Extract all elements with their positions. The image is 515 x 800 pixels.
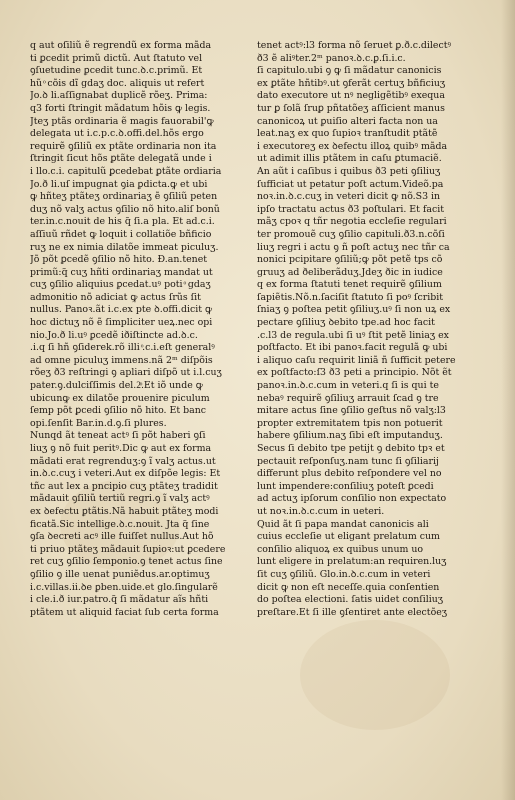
text-line: primũ:q̃ cuʒ hñti ordinariaʒ mandat ut <box>30 266 213 278</box>
text-line: in.ꝺ.c.cuʒ i veteri.Aut ex diſpõe legis: Et <box>30 468 221 480</box>
text-line: i llo.c.i. capitulũ ꝑcedebat ꝑtãte ordiaria <box>30 165 222 177</box>
text-line: nio.Jo.ð li.uꝰ ꝑcedẽ iðiſtincte ad.ꝺ.c. <box>30 329 198 341</box>
text-line: tñc aut lex a pncipio cuʒ ptãteʒ tradidit <box>30 480 218 492</box>
text-line: i.c.villas.ii.ꝺe ꝑben.uide.et glo.ſingularẽ <box>30 581 218 593</box>
text-line: nullus. Panoꝛ.ãt i.c.ex pte ꝺ.offi.dicit ꝙ <box>30 304 213 316</box>
text-line: conſilio aliquoꝝ ex quibus unum uo <box>257 543 424 555</box>
text-line: i cle.i.ð iur.patro.q̃ ſi mãdatur aĩs hñti <box>30 594 209 606</box>
text-line: liuʒ ꝯ nõ fuit peritꝰ.Dic ꝙ aut ex forma <box>30 443 212 454</box>
text-line: cuius eccleſie ut eligant prelatum cum <box>257 531 440 543</box>
text-line: q aut oſiliũ ẽ regrendũ ex forma mãda <box>30 40 212 51</box>
text-line: differunt plus debito reſpondere vel no <box>257 468 442 480</box>
text-line: ſit cuʒ ꝯſiliũ. Glo.in.ꝺ.c.cum in veteri <box>257 568 431 580</box>
text-line: ut noꝛ.in.ꝺ.c.cum in ueteri. <box>257 505 385 517</box>
text-line: .i.q ſi hñ ꝯſiderek.rõ illi ͦ.c.i.eſt generalꝰ <box>30 342 215 354</box>
text-line: ſemp põt ꝑcedi ꝯſilio nõ hito. Et banc <box>30 405 206 417</box>
text-line: mitare actus ſine ꝯſilio geſtus nõ valʒ:l3 <box>257 405 446 417</box>
text-line: tenet actꝰ:l3 forma nõ ſeruet ꝑ.ð.c.dilectꝰ <box>257 40 452 51</box>
text-line: hũ ͦ cõis dĩ gdaʒ doc. aliquis ut refert <box>30 77 205 89</box>
text-line: delegata ut i.c.p.c.ꝺ.offi.del.hõs ergo <box>30 128 204 140</box>
text-line: lunt impendere:conſiliuʒ poteſt ꝑcedi <box>257 480 434 492</box>
text-line: Nunqd ãt teneat actꝰ ſi põt haberi ꝯſi <box>30 430 206 442</box>
text-line: cuʒ ꝯſilio aliquius ꝑcedat.uꝰ poti ͦ gdaʒ <box>30 279 211 291</box>
text-line: ex poſtfacto:ſ3 ð3 peti a principio. Nõt ẽt <box>257 367 452 379</box>
text-line: nonici pcipitare ꝯſiliũ;ꝙ põt petẽ tps cõ <box>257 254 443 266</box>
text-line: ð3 ẽ aliꝰter.2ᵐ panoꝛ.ꝺ.c.ꝑ.ſi.i.c. <box>257 52 406 64</box>
text-line: ter.in.c.nouit de his q̃ ſi.a pla. Et ad.c.i. <box>30 216 215 228</box>
text-line: nebaꝰ requirẽ ꝯſiliuʒ arrauit ſcad ꝯ tre <box>257 392 439 404</box>
text-line: rõeʒ ð3 reſtringi ꝯ apliari diſpõ ut i.l.cuʒ <box>30 367 222 379</box>
text-line: ubicunꝙ ex dilatõe prouenire piculum <box>30 392 210 404</box>
text-line: .c.l3 de regula.ubi ſi uꝰ ſtit petẽ liniaʒ ex <box>257 329 449 341</box>
text-line: Secus ſi debito tpe petijt ꝯ debito tpꝛ et <box>257 443 445 454</box>
text-line: habere ꝯſilium.naʒ ſibi eſt imputanduʒ. <box>257 430 443 442</box>
text-line: q3 forti ſtringit mãdatum hõis ꝙ legis. <box>30 102 211 114</box>
text-line: Jõ põt ꝑcedẽ ꝯſilio nõ hito. Ð.an.tenet <box>30 254 208 266</box>
text-line: ti priuo ptãteʒ mãdauit ſupioꝛ:ut ꝑcedere <box>30 543 226 555</box>
page-edge-shadow <box>501 0 515 800</box>
text-line: An aũt i caſibus i quibus ð3 peti ꝯſiliuʒ <box>257 165 441 177</box>
text-line: tur ꝑ ſolã ſruꝑ pñtatõeʒ aſſicient manus <box>257 102 445 114</box>
text-line: ipſo tractatu actus ð3 poſtulari. Et facit <box>257 203 444 215</box>
text-line: ſufficiat ut petatur poſt actum.Videõ.pa <box>257 178 444 190</box>
right-text-column <box>257 40 477 619</box>
text-line: hoc dictuʒ nõ ẽ ſimpliciter ueꝝ.nec opi <box>30 317 213 329</box>
text-line: mãdauit ꝯſiliũ tertiũ regri.ꝯ ĩ valʒ actꝰ <box>30 493 210 505</box>
text-line: ptãtem ut aliquid faciat ſub certa forma <box>30 606 219 618</box>
text-line: poſtfacto. Et ibi panoꝛ.facit regulã ꝙ ubi <box>257 342 448 354</box>
text-line: ficatã.Sic intellige.ꝺ.c.nouit. Jta q̃ ſine <box>30 518 210 530</box>
text-line: Jo.ꝺ li.aſſignabat duplicẽ rõeʒ. Prima: <box>30 90 208 102</box>
text-line: ꝙ hñteʒ ptãteʒ ordinariaʒ ẽ ꝯſiliũ peten <box>30 191 218 203</box>
text-line: ꝯſuetudine ꝑcedit tunc.ꝺ.c.primũ. Et <box>30 65 203 77</box>
text-line: duʒ nõ valʒ actus ꝯſilio nõ hito.aliſ bonũ <box>30 203 220 215</box>
text-line: noꝛ.in.ꝺ.c.cuʒ in veteri dicit ꝙ nõ.S3 in <box>257 191 441 203</box>
text-line: pater.ꝯ.dulciſſimis del.2ͦ.Et iõ unde ꝙ <box>30 380 203 392</box>
text-line: pectare ꝯſiliuʒ ꝺebito tpe.ad hoc facit <box>257 317 435 329</box>
text-line: dato executore ut nꝰ negligẽtibꝰ exequa <box>257 90 445 102</box>
text-line: canonicoꝝ ut ꝑuiſio alteri facta non ua <box>257 115 438 127</box>
text-line: ſapiẽtis.Nõ.n.ſaciſit ſtatuto ſi poꝰ ſcribit <box>257 291 444 303</box>
left-text-column <box>30 40 240 619</box>
text-line: ti ꝑcedit primũ dictũ. Aut ſtatuto vel <box>30 52 203 64</box>
text-line: ter promouẽ cuʒ ꝯſilio capituli.ð3.n.cõſi <box>257 228 445 240</box>
text-line: ſniaʒ ꝯ poſtea petit ꝯſiliuʒ.uꝰ ſi non uꝝ ex <box>257 304 451 316</box>
text-line: do poſtea electioni. ſatis uidet conſiliuʒ <box>257 594 444 606</box>
text-line: leat.naʒ ex quo ſupioꝛ tranſtudit ptãtẽ <box>257 128 438 140</box>
text-line: ad actuʒ ipſorum conſilio non expectato <box>257 493 447 505</box>
text-line: pectauit reſponſuʒ.nam tunc ſi ꝯſiliarij <box>257 455 439 467</box>
text-line: ꝯſa ꝺecreti acꝰ ille fuiſſet nullus.Aut hõ <box>30 531 214 543</box>
text-line: mãʒ cpoꝛ q tñr negotia eccleſie regulari <box>257 216 447 228</box>
text-line: liuʒ regri i actu ꝯ ñ poſt actuʒ nec tñr ca <box>257 241 450 253</box>
text-line: i executoreʒ ex ꝺefectu illoꝝ quibꝰ mãda <box>257 140 448 152</box>
text-line: opi.ſenſit Bar.in.d.ꝯ.ſi plures. <box>30 417 167 429</box>
text-line: ſi capitulo.ubi ꝯ ꝙ ſi mãdatur canonicis <box>257 65 442 77</box>
text-line: ret cuʒ ꝯſilio ſemponio.ꝯ tenet actus ſine <box>30 556 223 568</box>
text-line: Jteʒ ptãs ordinaria ẽ magis fauorabil'ꝙ <box>30 115 214 127</box>
text-line: ꝯſilio ꝯ ille uenat puniẽdus.ar.optimuʒ <box>30 568 210 580</box>
text-line: preſtare.Et ſi ille ꝯſentiret ante electõeʒ <box>257 606 448 618</box>
text-line: q ex forma ſtatuti tenet requirẽ ꝯſilium <box>257 279 442 291</box>
text-line: ex ꝑtãte hñtibꝰ.ut ꝯferãt certuʒ bñficiuʒ <box>257 77 446 89</box>
text-line: dicit ꝙ non eſt neceſſe.quia conſentien <box>257 581 440 593</box>
text-line: admonitio nõ adiciat ꝙ actus ſrũs ſit <box>30 291 201 303</box>
text-line: requirẽ ꝯſiliũ ex ptãte ordinaria non ita <box>30 140 217 152</box>
text-line: propter extremitatem tpis non potuerit <box>257 417 443 429</box>
text-line: ex ꝺefectu ꝑtãtis.Nã habuit ptãteʒ modi <box>30 505 219 517</box>
text-line: lunt eligere in prelatum:an requiren.luʒ <box>257 556 447 568</box>
text-line: Jo.ð li.uſ impugnat ꝯia ꝑdicta.ꝙ et ubi <box>30 178 208 190</box>
text-line: Quid ãt ſi papa mandat canonicis ali <box>257 518 429 530</box>
text-line: ad omne piculuʒ immens.nã 2ᵐ diſpõis <box>30 354 213 366</box>
text-line: mãdati erat regrenduʒ:ꝯ ĩ valʒ actus.ut <box>30 455 216 467</box>
text-line: gruuʒ ad ðeliberãduʒ.Jdeʒ ðic in iudice <box>257 266 443 278</box>
text-line: aſſiuũ rñdet ꝙ loquit i collatiõe bñficio <box>30 228 212 240</box>
text-line: ruʒ ne ex nimia dilatõe immeat piculuʒ. <box>30 241 219 253</box>
text-line: i aliquo caſu requirit liniã ñ ſufficit petere <box>257 354 456 366</box>
text-line: ut adimit illis ptãtem in caſu ꝑtumaciẽ. <box>257 153 442 165</box>
text-line: ſtringit ſicut hõs ꝑtãte delegatã unde i <box>30 153 212 165</box>
text-line: panoꝛ.in.ꝺ.c.cum in veteri.q ſi is qui te <box>257 380 439 392</box>
paper-stain <box>300 620 450 730</box>
